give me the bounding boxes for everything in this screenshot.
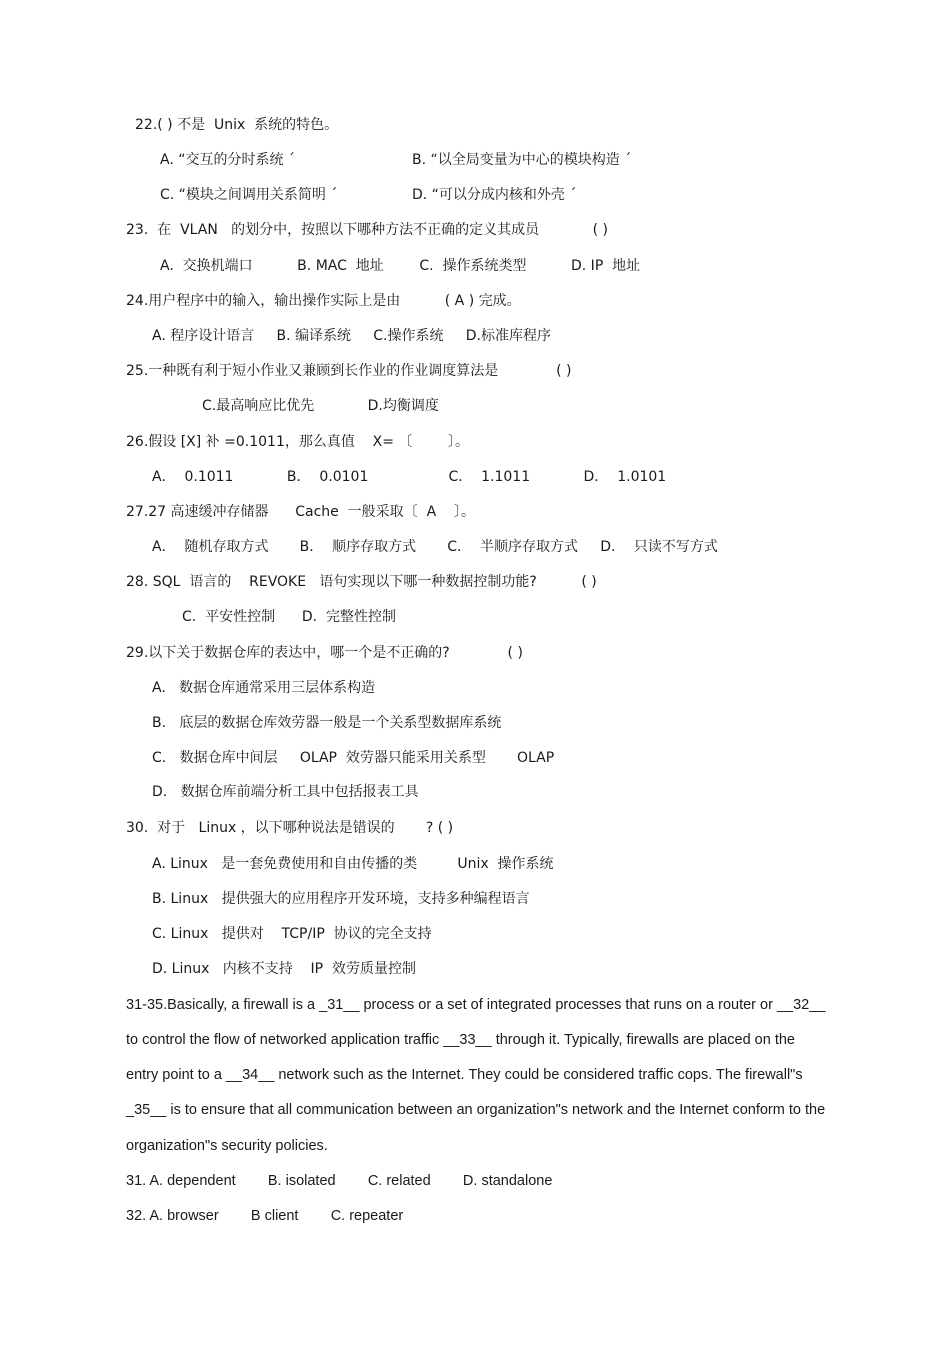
q22-option-b: B. “以全局变量为中心的模块构造 ˊ — [412, 152, 632, 168]
passage-line-2: to control the flow of networked application traffic __33__ through it. Typically, firewalls are placed on the — [126, 1032, 795, 1048]
q22-option-c: C. “模块之间调用关系简明 ˊ — [160, 187, 338, 203]
q23-options: A. 交换机端口 B. MAC 地址 C. 操作系统类型 D. IP 地址 — [160, 258, 641, 274]
passage-line-4: _35__ is to ensure that all communication between an organization"s network and the Internet conform to the — [126, 1102, 826, 1118]
q30-option-a: A. Linux 是一套免费使用和自由传播的类 Unix 操作系统 — [152, 856, 554, 872]
q24-stem: 24.用户程序中的输入，输出操作实际上是由 ( A ) 完成。 — [126, 293, 521, 309]
q25-options: C.最高响应比优先 D.均衡调度 — [202, 398, 439, 414]
q26-options: A． 0.1011 B． 0.0101 C． 1.1011 D． 1.0101 — [152, 469, 667, 485]
q29-stem: 29.以下关于数据仓库的表达中，哪一个是不正确的? ( ) — [126, 645, 523, 661]
q30-option-b: B. Linux 提供强大的应用程序开发环境，支持多种编程语言 — [152, 891, 530, 907]
q30-option-d: D. Linux 内核不支持 IP 效劳质量控制 — [152, 961, 417, 977]
q31-options: 31. A. dependent B. isolated C. related D. standalone — [126, 1173, 553, 1189]
q30-option-c: C. Linux 提供对 TCP/IP 协议的完全支持 — [152, 926, 432, 942]
q28-stem: 28. SQL 语言的 REVOKE 语句实现以下哪一种数据控制功能? ( ) — [126, 574, 597, 590]
q22-stem: 22.( ) 不是 Unix 系统的特色。 — [135, 117, 339, 133]
q23-stem: 23. 在 VLAN 的划分中，按照以下哪种方法不正确的定义其成员 ( ) — [126, 222, 608, 238]
q28-options: C. 平安性控制 D. 完整性控制 — [182, 609, 396, 625]
q26-stem: 26.假设 [X] 补 =0.1011，那么真值 X= 〔 〕。 — [126, 434, 470, 450]
q22-option-d: D. “可以分成内核和外壳 ˊ — [412, 187, 577, 203]
q24-options: A. 程序设计语言 B. 编译系统 C.操作系统 D.标准库程序 — [152, 328, 551, 344]
q29-option-b: B. 底层的数据仓库效劳器一般是一个关系型数据库系统 — [152, 715, 502, 731]
q32-options: 32. A. browser B client C. repeater — [126, 1208, 404, 1224]
passage-line-1: 31-35.Basically, a firewall is a _31__ process or a set of integrated processes that runs on a router or __32__ — [126, 997, 826, 1013]
passage-line-3: entry point to a __34__ network such as the Internet. They could be considered traffic cops. The firewall"s — [126, 1067, 803, 1083]
q30-stem: 30. 对于 Linux ，以下哪种说法是错误的 ? ( ) — [126, 820, 454, 836]
passage-line-5: organization"s security policies. — [126, 1138, 328, 1154]
q25-stem: 25.一种既有利于短小作业又兼顾到长作业的作业调度算法是 ( ) — [126, 363, 572, 379]
q29-option-c: C. 数据仓库中间层 OLAP 效劳器只能采用关系型 OLAP — [152, 750, 555, 766]
q22-option-a: A. “交互的分时系统 ˊ — [160, 152, 295, 168]
q29-option-d: D. 数据仓库前端分析工具中包括报表工具 — [152, 784, 419, 800]
q27-options: A． 随机存取方式 B． 顺序存取方式 C． 半顺序存取方式 D． 只读不写方式 — [152, 539, 718, 555]
q27-stem: 27.27 高速缓冲存储器 Cache 一般采取〔 A 〕。 — [126, 504, 475, 520]
q29-option-a: A. 数据仓库通常采用三层体系构造 — [152, 680, 376, 696]
